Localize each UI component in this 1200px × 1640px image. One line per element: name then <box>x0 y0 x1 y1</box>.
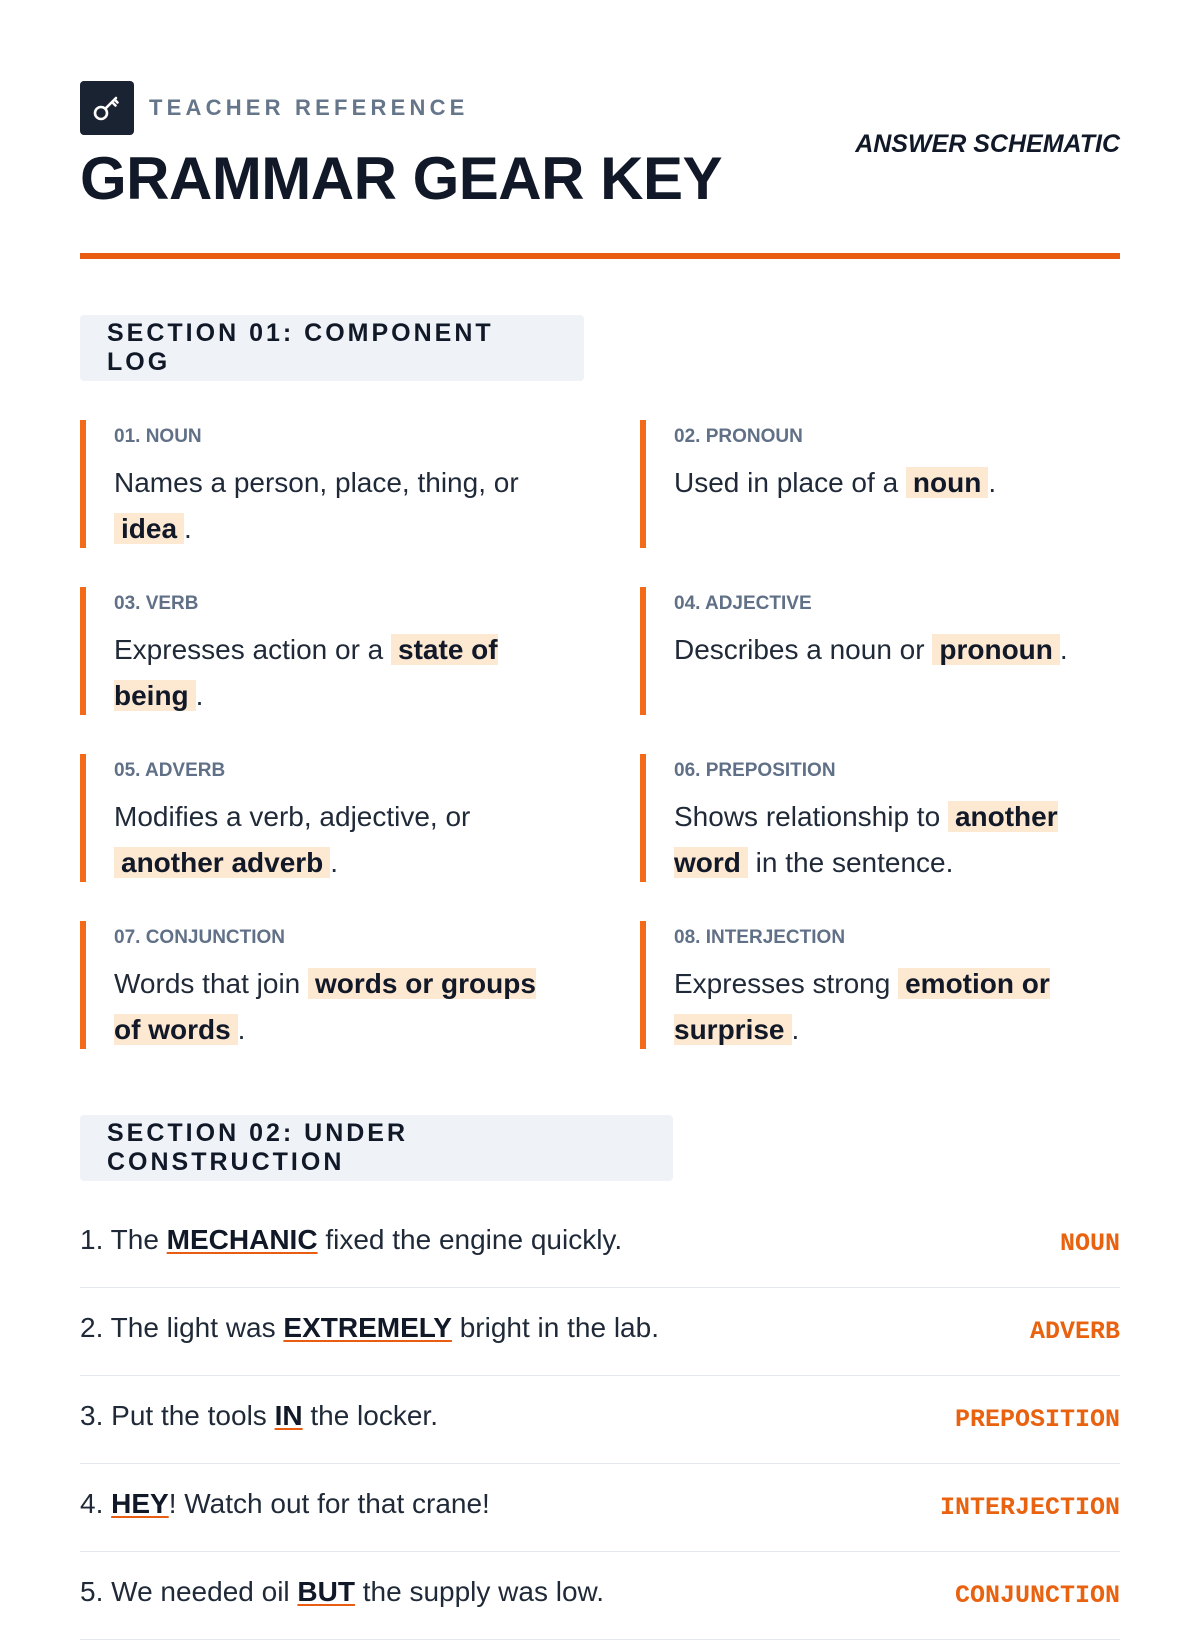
answer-label: CONJUNCTION <box>954 1581 1120 1610</box>
definition-card-preposition <box>640 754 1120 882</box>
highlight-term: noun <box>906 467 988 498</box>
answer-label: ADVERB <box>1029 1317 1120 1346</box>
answer-label: PREPOSITION <box>954 1405 1120 1434</box>
sentence-text: 1. The MECHANIC fixed the engine quickly. <box>80 1224 623 1255</box>
card-label: 01. NOUN <box>114 426 202 447</box>
sentence-row <box>80 1552 1120 1640</box>
answer-label: NOUN <box>1059 1229 1120 1258</box>
page-subtitle: ANSWER SCHEMATIC <box>855 130 1120 158</box>
brand-row <box>80 81 469 135</box>
definition-card-noun <box>80 420 560 548</box>
card-definition: Names a person, place, thing, or idea . <box>114 467 519 544</box>
definition-card-verb <box>80 587 560 715</box>
definition-card-adjective <box>640 587 1120 715</box>
sentence-row <box>80 1464 1120 1552</box>
sentence-row <box>80 1376 1120 1464</box>
target-word: BUT <box>297 1576 355 1607</box>
definition-card-pronoun <box>640 420 1120 548</box>
sentence-text: 2. The light was EXTREMELY bright in the lab. <box>80 1312 659 1343</box>
highlight-term: idea <box>114 513 184 544</box>
sentence-row <box>80 1200 1120 1288</box>
card-label: 02. PRONOUN <box>674 426 803 447</box>
definition-card-conjunction <box>80 921 560 1049</box>
highlight-term: words or groups of words <box>114 968 536 1045</box>
target-word: EXTREMELY <box>283 1312 452 1343</box>
section-1-header: SECTION 01: COMPONENT LOG <box>80 315 584 381</box>
target-word: IN <box>274 1400 303 1431</box>
header-kicker: TEACHER REFERENCE <box>149 95 469 120</box>
sentence-text: 5. We needed oil BUT the supply was low. <box>80 1576 604 1607</box>
card-label: 05. ADVERB <box>114 760 226 781</box>
header-divider <box>80 253 1120 259</box>
card-definition: Describes a noun or pronoun . <box>674 634 1068 665</box>
answer-label: INTERJECTION <box>939 1493 1120 1522</box>
card-label: 03. VERB <box>114 593 199 614</box>
highlight-term: emotion or surprise <box>674 968 1050 1045</box>
card-definition: Expresses action or a state of being . <box>114 634 498 711</box>
target-word: HEY <box>111 1488 169 1519</box>
highlight-term: pronoun <box>932 634 1060 665</box>
card-definition: Used in place of a noun . <box>674 467 997 498</box>
card-definition: Expresses strong emotion or surprise . <box>674 968 1050 1045</box>
definition-card-interjection <box>640 921 1120 1049</box>
sentence-row <box>80 1288 1120 1376</box>
highlight-term: state of being <box>114 634 498 711</box>
card-definition: Modifies a verb, adjective, or another adverb . <box>114 801 471 878</box>
card-label: 07. CONJUNCTION <box>114 927 286 948</box>
sentence-text: 3. Put the tools IN the locker. <box>80 1400 438 1431</box>
worksheet-page <box>80 0 1120 1610</box>
sentence-text: 4. HEY! Watch out for that crane! <box>80 1488 490 1519</box>
key-icon <box>80 81 134 135</box>
card-definition: Words that join words or groups of words . <box>114 968 536 1045</box>
page-title: GRAMMAR GEAR KEY <box>80 145 723 212</box>
section-2-header: SECTION 02: UNDER CONSTRUCTION <box>80 1115 673 1181</box>
card-label: 06. PREPOSITION <box>674 760 836 781</box>
card-label: 08. INTERJECTION <box>674 927 846 948</box>
definition-card-adverb <box>80 754 560 882</box>
highlight-term: another adverb <box>114 847 330 878</box>
target-word: MECHANIC <box>166 1224 318 1255</box>
highlight-term: another word <box>674 801 1058 878</box>
card-definition: Shows relationship to another word in the sentence. <box>674 801 1058 878</box>
card-label: 04. ADJECTIVE <box>674 593 812 614</box>
